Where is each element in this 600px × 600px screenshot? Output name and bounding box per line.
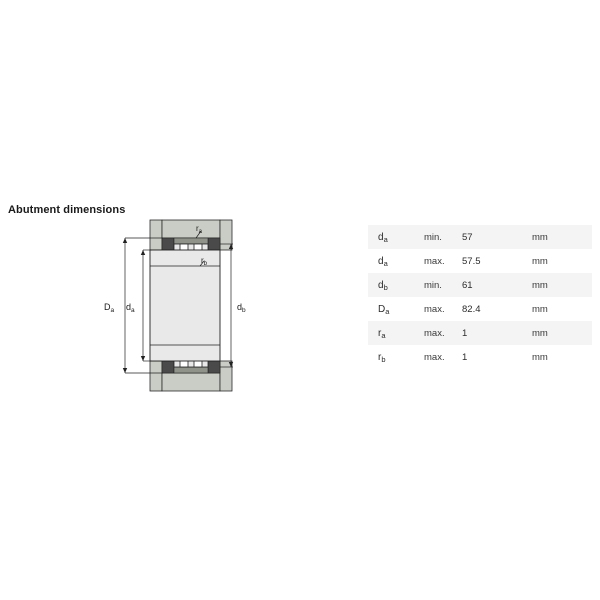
table-row [368,345,592,369]
cell-unit: mm [532,303,548,315]
cell-value: 1 [462,351,468,363]
table-row [368,321,592,345]
table-row [368,249,592,273]
cell-value: 61 [462,279,473,291]
cell-limit: max. [424,327,445,339]
cell-limit: max. [424,303,445,315]
cell-symbol: $d_a$ [378,255,388,268]
cell-symbol: $d_a$ [378,231,388,244]
dimension-db [220,244,233,367]
cell-unit: mm [532,255,548,267]
cell-unit: mm [532,351,548,363]
abutment-dimensions-table [368,225,592,369]
cell-unit: mm [532,327,548,339]
cell-symbol: $r_b$ [378,351,386,364]
cell-symbol: $d_b$ [378,279,388,292]
cell-limit: max. [424,351,445,363]
label-ra: $r_a$ [196,224,203,235]
cell-value: 82.4 [462,303,481,315]
cell-value: 57 [462,231,473,243]
cell-value: 57.5 [462,255,481,267]
cell-limit: max. [424,255,445,267]
table-row [368,225,592,249]
page-title: Abutment dimensions [8,204,126,216]
shaft-body [150,250,220,361]
cell-limit: min. [424,279,442,291]
cell-value: 1 [462,327,468,339]
label-db: $d_b$ [237,302,246,314]
label-Da: $D_a$ [104,302,115,314]
cell-unit: mm [532,279,548,291]
cell-unit: mm [532,231,548,243]
cell-symbol: $D_a$ [378,303,390,316]
cell-limit: min. [424,231,442,243]
bearing-abutment-drawing [100,218,270,393]
table-body [368,225,592,369]
table-row [368,273,592,297]
cell-symbol: $r_a$ [378,327,386,340]
label-da: $d_a$ [126,302,135,314]
bearing-cross-section-svg [100,218,270,393]
label-rb: $r_b$ [201,256,208,267]
table-row [368,297,592,321]
